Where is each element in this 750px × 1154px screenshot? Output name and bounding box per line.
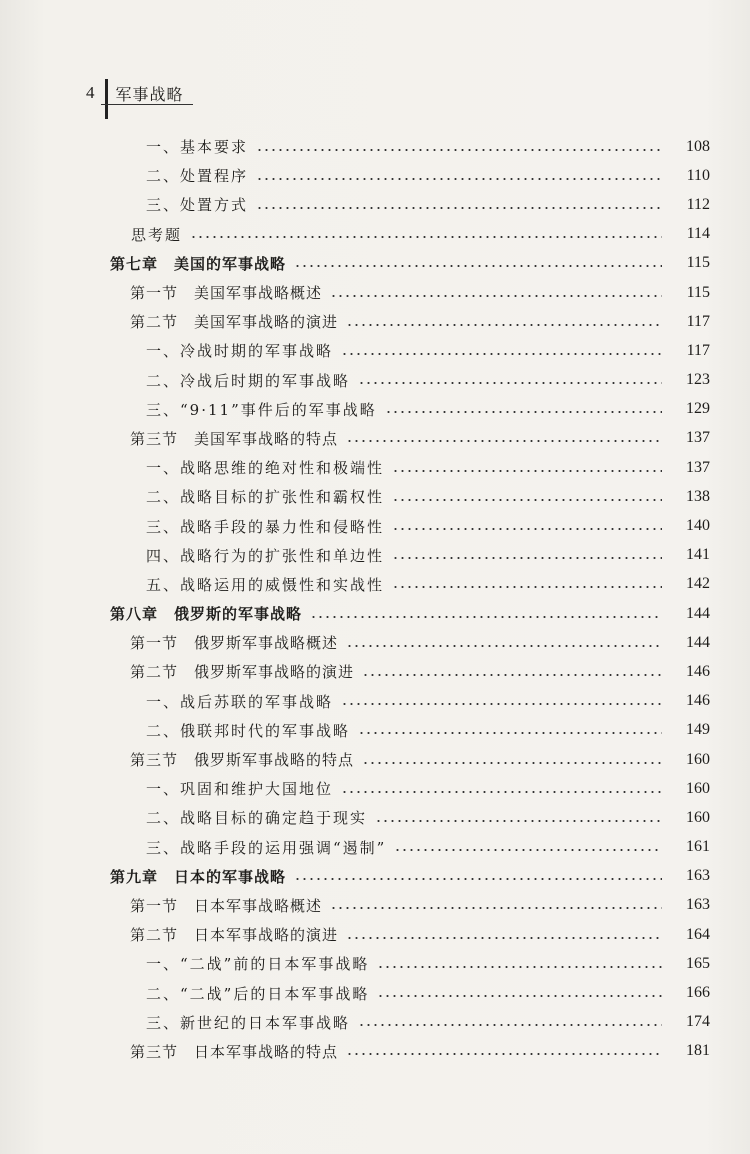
toc-entry-item: [0, 336, 750, 365]
toc-entry-page: 181: [686, 1042, 710, 1060]
toc-entry-page: 115: [686, 254, 710, 272]
toc-entry-item: [0, 570, 750, 599]
dot-leader: [392, 470, 662, 472]
toc-entry-section: [0, 657, 750, 686]
toc-entry-page: 164: [686, 925, 710, 943]
toc-entry-page: 142: [686, 575, 710, 593]
toc-entry-page: 110: [686, 166, 710, 184]
toc-entry-item: [0, 1008, 750, 1037]
toc-entry-page: 137: [686, 429, 710, 447]
toc-entry-label: 一、“二战”前的日本军事战略: [146, 955, 370, 974]
dot-leader: [256, 178, 662, 180]
toc-entry-page: 166: [686, 984, 710, 1002]
toc-entry-page: 144: [686, 604, 710, 622]
toc-entry-page: 114: [686, 225, 710, 243]
toc-entry-section: [0, 424, 750, 453]
dot-leader: [346, 440, 662, 442]
toc-entry-page: 160: [686, 808, 710, 826]
dot-leader: [346, 937, 662, 939]
dot-leader: [256, 149, 662, 151]
toc-entry-item: [0, 132, 750, 161]
toc-entry-item: [0, 687, 750, 716]
toc-entry-label: 第一节 美国军事战略概述: [130, 284, 323, 303]
toc-entry-item: [0, 833, 750, 862]
toc-entry-item: [0, 395, 750, 424]
header-bar: [105, 79, 108, 119]
toc-entry-section: [0, 307, 750, 336]
toc-entry-label: 第七章 美国的军事战略: [110, 254, 287, 273]
toc-entry-page: 146: [686, 662, 710, 680]
toc-entry-sub: [0, 220, 750, 249]
toc-entry-section: [0, 628, 750, 657]
dot-leader: [256, 207, 662, 209]
toc-entry-page: 165: [686, 954, 710, 972]
toc-entry-label: 五、战略运用的威慑性和实战性: [146, 575, 385, 594]
toc-entry-label: 第八章 俄罗斯的军事战略: [110, 605, 303, 624]
dot-leader: [392, 499, 662, 501]
toc-entry-page: 163: [686, 867, 710, 885]
toc-entry-item: [0, 541, 750, 570]
toc-entry-item: [0, 949, 750, 978]
toc-entry-page: 108: [686, 137, 710, 155]
dot-leader: [294, 878, 662, 880]
dot-leader: [294, 265, 662, 267]
toc-entry-label: 第九章 日本的军事战略: [110, 867, 287, 886]
toc-entry-chapter: [0, 862, 750, 891]
toc-entry-page: 112: [686, 195, 710, 213]
toc-entry-label: 第二节 美国军事战略的演进: [130, 313, 339, 332]
dot-leader: [190, 236, 662, 238]
toc-entry-label: 三、战略手段的运用强调“遏制”: [146, 838, 387, 857]
toc-entry-label: 二、战略目标的确定趋于现实: [146, 809, 368, 828]
dot-leader: [392, 586, 662, 588]
toc-entry-section: [0, 920, 750, 949]
toc-entry-label: 一、冷战时期的军事战略: [146, 342, 334, 361]
toc-entry-page: 149: [686, 721, 710, 739]
dot-leader: [341, 791, 662, 793]
toc-entry-section: [0, 891, 750, 920]
toc-entry-item: [0, 716, 750, 745]
toc-entry-chapter: [0, 249, 750, 278]
dot-leader: [394, 849, 662, 851]
toc-entry-label: 二、处置程序: [146, 167, 249, 186]
dot-leader: [392, 557, 662, 559]
toc-entry-page: 141: [686, 546, 710, 564]
toc-entry-label: 二、“二战”后的日本军事战略: [146, 984, 370, 1003]
dot-leader: [375, 820, 662, 822]
toc-entry-label: 三、处置方式: [146, 196, 249, 215]
toc-entry-page: 144: [686, 633, 710, 651]
dot-leader: [392, 528, 662, 530]
toc-entry-label: 一、战后苏联的军事战略: [146, 692, 334, 711]
dot-leader: [346, 324, 662, 326]
toc-entry-item: [0, 803, 750, 832]
toc-entry-page: 123: [686, 371, 710, 389]
toc-entry-item: [0, 190, 750, 219]
toc-entry-label: 三、“9·11”事件后的军事战略: [146, 400, 377, 419]
toc-entry-page: 117: [686, 341, 710, 359]
toc-entry-page: 160: [686, 750, 710, 768]
table-of-contents: [0, 132, 750, 1066]
toc-entry-label: 二、战略目标的扩张性和霸权性: [146, 488, 385, 507]
dot-leader: [346, 645, 662, 647]
toc-entry-label: 一、战略思维的绝对性和极端性: [146, 459, 385, 478]
toc-entry-label: 四、战略行为的扩张性和单边性: [146, 546, 385, 565]
toc-entry-item: [0, 774, 750, 803]
toc-entry-label: 第三节 日本军事战略的特点: [130, 1042, 339, 1061]
dot-leader: [346, 1053, 662, 1055]
running-header: [86, 80, 184, 106]
toc-entry-page: 163: [686, 896, 710, 914]
toc-entry-item: [0, 161, 750, 190]
header-rule: [101, 104, 193, 105]
dot-leader: [341, 353, 662, 355]
toc-entry-page: 117: [686, 312, 710, 330]
toc-entry-label: 思考题: [131, 225, 183, 244]
toc-entry-page: 138: [686, 487, 710, 505]
dot-leader: [330, 295, 662, 297]
dot-leader: [385, 411, 662, 413]
toc-entry-label: 第二节 日本军事战略的演进: [130, 926, 339, 945]
toc-entry-page: 137: [686, 458, 710, 476]
dot-leader: [362, 674, 662, 676]
dot-leader: [377, 995, 662, 997]
toc-entry-label: 第三节 俄罗斯军事战略的特点: [130, 751, 355, 770]
toc-entry-label: 二、冷战后时期的军事战略: [146, 371, 351, 390]
page-number: 4: [86, 83, 95, 102]
toc-entry-chapter: [0, 599, 750, 628]
toc-entry-page: 160: [686, 779, 710, 797]
dot-leader: [358, 1024, 662, 1026]
toc-entry-item: [0, 978, 750, 1007]
toc-entry-label: 第三节 美国军事战略的特点: [130, 429, 339, 448]
toc-entry-label: 第二节 俄罗斯军事战略的演进: [130, 663, 355, 682]
toc-entry-page: 115: [686, 283, 710, 301]
toc-entry-section: [0, 745, 750, 774]
dot-leader: [358, 382, 662, 384]
toc-entry-label: 三、新世纪的日本军事战略: [146, 1013, 351, 1032]
dot-leader: [377, 966, 662, 968]
toc-entry-label: 第一节 俄罗斯军事战略概述: [130, 634, 339, 653]
dot-leader: [310, 616, 662, 618]
toc-entry-label: 二、俄联邦时代的军事战略: [146, 721, 351, 740]
running-title: 军事战略: [115, 84, 184, 104]
toc-entry-item: [0, 366, 750, 395]
toc-entry-label: 一、基本要求: [146, 138, 249, 157]
toc-entry-page: 129: [686, 400, 710, 418]
dot-leader: [358, 732, 662, 734]
toc-entry-section: [0, 278, 750, 307]
toc-entry-label: 第一节 日本军事战略概述: [130, 896, 323, 915]
toc-entry-page: 161: [686, 838, 710, 856]
dot-leader: [330, 907, 662, 909]
dot-leader: [362, 762, 662, 764]
dot-leader: [341, 703, 662, 705]
toc-entry-page: 140: [686, 517, 710, 535]
toc-entry-section: [0, 1037, 750, 1066]
toc-entry-item: [0, 511, 750, 540]
toc-entry-label: 三、战略手段的暴力性和侵略性: [146, 517, 385, 536]
toc-entry-page: 174: [686, 1013, 710, 1031]
toc-entry-page: 146: [686, 692, 710, 710]
toc-entry-item: [0, 453, 750, 482]
toc-entry-item: [0, 482, 750, 511]
toc-entry-label: 一、巩固和维护大国地位: [146, 780, 334, 799]
